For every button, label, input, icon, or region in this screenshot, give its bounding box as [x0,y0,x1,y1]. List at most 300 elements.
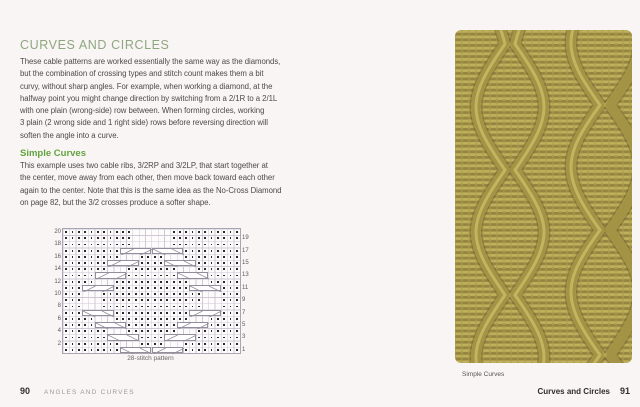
purl-dot [65,287,67,289]
purl-dot [72,237,74,239]
purl-dot [166,268,168,270]
purl-dot [141,256,143,258]
purl-dot [97,262,99,264]
purl-dot [72,268,74,270]
purl-dot [211,330,213,332]
purl-dot [173,244,175,246]
purl-dot [179,281,181,283]
purl-dot [97,330,99,332]
purl-dot [173,237,175,239]
purl-dot [78,268,80,270]
purl-dot [72,244,74,246]
purl-dot [110,343,112,345]
purl-dot [198,262,200,264]
purl-dot [78,287,80,289]
purl-dot [116,306,118,308]
purl-dot [128,306,130,308]
chart-row-number: 3 [242,334,246,341]
purl-dot [103,256,105,258]
cable-3-2-LP-symbol [177,272,209,278]
purl-dot [65,312,67,314]
purl-dot [160,281,162,283]
purl-dot [185,299,187,301]
purl-dot [160,312,162,314]
purl-dot [65,337,67,339]
purl-dot [78,231,80,233]
purl-dot [223,343,225,345]
cable-3-2-LP-symbol [82,310,114,316]
purl-dot [122,306,124,308]
purl-dot [103,231,105,233]
purl-dot [128,275,130,277]
purl-dot [128,312,130,314]
purl-dot [128,268,130,270]
purl-dot [135,268,137,270]
purl-dot [116,293,118,295]
purl-dot [230,337,232,339]
purl-dot [211,237,213,239]
purl-dot [166,312,168,314]
purl-dot [179,293,181,295]
purl-dot [236,306,238,308]
purl-dot [97,256,99,258]
purl-dot [147,268,149,270]
purl-dot [78,337,80,339]
purl-dot [141,337,143,339]
purl-dot [122,281,124,283]
purl-dot [147,343,149,345]
purl-dot [173,306,175,308]
purl-dot [65,299,67,301]
cable-3-2-RP-symbol [95,272,127,278]
purl-dot [91,268,93,270]
purl-dot [84,337,86,339]
cable-3-2-LP-symbol [107,334,139,340]
purl-dot [236,268,238,270]
purl-dot [192,244,194,246]
purl-dot [72,306,74,308]
purl-dot [230,287,232,289]
purl-dot [211,324,213,326]
purl-dot [78,262,80,264]
purl-dot [135,299,137,301]
chart-row-number: 6 [57,315,61,322]
purl-dot [154,293,156,295]
purl-dot [211,262,213,264]
purl-dot [185,287,187,289]
purl-dot [230,231,232,233]
purl-dot [230,237,232,239]
purl-dot [198,299,200,301]
purl-dot [103,343,105,345]
purl-dot [217,337,219,339]
purl-dot [236,318,238,320]
purl-dot [147,281,149,283]
purl-dot [116,237,118,239]
purl-dot [223,318,225,320]
purl-dot [211,349,213,351]
purl-dot [198,244,200,246]
cable-3-2-LP-symbol [95,322,127,328]
purl-dot [211,337,213,339]
purl-dot [185,281,187,283]
purl-dot [91,281,93,283]
purl-dot [103,244,105,246]
purl-dot [198,337,200,339]
purl-dot [141,287,143,289]
knitted-swatch-photo [455,30,632,363]
purl-dot [65,330,67,332]
purl-dot [135,330,137,332]
purl-dot [154,330,156,332]
purl-dot [173,287,175,289]
purl-dot [84,268,86,270]
purl-dot [223,330,225,332]
purl-dot [110,244,112,246]
purl-dot [91,275,93,277]
purl-dot [141,299,143,301]
purl-dot [204,256,206,258]
purl-dot [78,256,80,258]
purl-dot [78,349,80,351]
chart-row-number: 14 [54,266,61,273]
purl-dot [198,343,200,345]
purl-dot [173,293,175,295]
purl-dot [116,299,118,301]
purl-dot [116,287,118,289]
purl-dot [217,268,219,270]
purl-dot [185,244,187,246]
chart-row-number: 12 [54,278,61,285]
purl-dot [223,287,225,289]
purl-dot [65,281,67,283]
purl-dot [135,324,137,326]
chart-row-number: 5 [242,322,246,328]
purl-dot [72,275,74,277]
purl-dot [160,343,162,345]
chart-row-number: 1 [242,346,246,353]
purl-dot [147,262,149,264]
purl-dot [179,318,181,320]
purl-dot [198,268,200,270]
purl-dot [116,349,118,351]
purl-dot [72,250,74,252]
purl-dot [135,318,137,320]
purl-dot [236,343,238,345]
purl-dot [65,231,67,233]
purl-dot [198,349,200,351]
purl-dot [173,275,175,277]
purl-dot [236,330,238,332]
purl-dot [160,324,162,326]
purl-dot [84,330,86,332]
purl-dot [230,330,232,332]
purl-dot [154,275,156,277]
purl-dot [166,318,168,320]
purl-dot [223,250,225,252]
purl-dot [204,244,206,246]
purl-dot [84,250,86,252]
purl-dot [147,287,149,289]
purl-dot [230,256,232,258]
purl-dot [154,318,156,320]
purl-dot [198,250,200,252]
purl-dot [84,318,86,320]
purl-dot [230,262,232,264]
purl-dot [154,262,156,264]
purl-dot [160,262,162,264]
purl-dot [103,237,105,239]
purl-dot [185,250,187,252]
left-page-number: 90 [20,386,31,396]
purl-dot [65,237,67,239]
purl-dot [154,268,156,270]
purl-dot [154,337,156,339]
chart-row-number: 16 [54,253,61,260]
purl-dot [128,324,130,326]
purl-dot [135,293,137,295]
purl-dot [236,324,238,326]
purl-dot [198,293,200,295]
purl-dot [135,287,137,289]
purl-dot [78,330,80,332]
purl-dot [230,312,232,314]
chart-row-number: 8 [57,303,61,310]
purl-dot [84,343,86,345]
purl-dot [72,318,74,320]
purl-dot [128,330,130,332]
purl-dot [122,312,124,314]
purl-dot [185,293,187,295]
purl-dot [204,231,206,233]
purl-dot [72,324,74,326]
purl-dot [84,324,86,326]
purl-dot [110,250,112,252]
chart-row-number: 10 [54,291,61,297]
purl-dot [173,268,175,270]
purl-dot [91,244,93,246]
purl-dot [179,306,181,308]
left-footer-section: ANGLES AND CURVES [44,389,135,396]
purl-dot [135,281,137,283]
purl-dot [166,324,168,326]
purl-dot [160,268,162,270]
purl-dot [84,275,86,277]
purl-dot [147,275,149,277]
purl-dot [110,349,112,351]
section-subhead: Simple Curves [20,148,86,159]
purl-dot [78,312,80,314]
purl-dot [135,275,137,277]
purl-dot [204,250,206,252]
purl-dot [154,306,156,308]
purl-dot [173,231,175,233]
purl-dot [141,330,143,332]
purl-dot [91,349,93,351]
chart-row-number: 18 [54,241,61,248]
purl-dot [179,312,181,314]
purl-dot [217,237,219,239]
purl-dot [154,312,156,314]
purl-dot [84,244,86,246]
purl-dot [236,281,238,283]
cable-3-2-RP-symbol [107,260,139,266]
purl-dot [192,293,194,295]
purl-dot [166,281,168,283]
purl-dot [173,324,175,326]
purl-dot [173,318,175,320]
cable-3-2-LP-symbol [120,347,152,353]
left-footer [20,381,135,399]
purl-dot [147,337,149,339]
purl-dot [230,343,232,345]
purl-dot [223,275,225,277]
purl-dot [141,306,143,308]
purl-dot [91,250,93,252]
purl-dot [65,268,67,270]
right-footer-section: Curves and Circles [537,387,610,396]
purl-dot [236,337,238,339]
purl-dot [122,293,124,295]
purl-dot [78,250,80,252]
purl-dot [91,343,93,345]
purl-dot [65,318,67,320]
purl-dot [166,275,168,277]
purl-dot [230,244,232,246]
cable-3-2-LP-symbol [164,260,196,266]
purl-dot [154,287,156,289]
purl-dot [154,343,156,345]
purl-dot [236,299,238,301]
purl-dot [65,275,67,277]
purl-dot [217,330,219,332]
purl-dot [97,343,99,345]
purl-dot [211,250,213,252]
purl-dot [91,256,93,258]
purl-dot [78,306,80,308]
purl-dot [122,287,124,289]
purl-dot [147,306,149,308]
purl-dot [204,237,206,239]
purl-dot [116,343,118,345]
purl-dot [198,237,200,239]
purl-dot [173,330,175,332]
purl-dot [91,324,93,326]
purl-dot [65,262,67,264]
chart-row-number: 20 [54,229,61,235]
purl-dot [179,231,181,233]
purl-dot [185,312,187,314]
purl-dot [217,275,219,277]
purl-dot [185,349,187,351]
chart-row-number: 19 [242,235,249,242]
purl-dot [78,293,80,295]
purl-dot [230,275,232,277]
purl-dot [192,349,194,351]
purl-dot [116,281,118,283]
purl-dot [141,343,143,345]
purl-dot [179,237,181,239]
purl-dot [166,293,168,295]
purl-dot [128,244,130,246]
purl-dot [160,330,162,332]
purl-dot [78,275,80,277]
purl-dot [84,237,86,239]
purl-dot [103,306,105,308]
purl-dot [211,275,213,277]
chart-row-number: 11 [242,284,249,291]
purl-dot [78,299,80,301]
purl-dot [65,343,67,345]
purl-dot [141,262,143,264]
purl-dot [217,250,219,252]
purl-dot [78,324,80,326]
purl-dot [72,256,74,258]
purl-dot [204,262,206,264]
purl-dot [147,312,149,314]
purl-dot [223,299,225,301]
purl-dot [223,256,225,258]
chart-row-number: 7 [242,309,246,316]
purl-dot [236,275,238,277]
purl-dot [230,250,232,252]
purl-dot [223,349,225,351]
purl-dot [103,250,105,252]
purl-dot [97,337,99,339]
purl-dot [110,293,112,295]
purl-dot [230,299,232,301]
purl-dot [147,324,149,326]
purl-dot [65,306,67,308]
purl-dot [97,237,99,239]
purl-dot [91,231,93,233]
purl-dot [223,244,225,246]
purl-dot [185,256,187,258]
purl-dot [192,343,194,345]
purl-dot [128,318,130,320]
purl-dot [192,231,194,233]
purl-dot [192,299,194,301]
purl-dot [236,250,238,252]
purl-dot [65,250,67,252]
purl-dot [192,306,194,308]
purl-dot [84,281,86,283]
purl-dot [185,306,187,308]
purl-dot [211,318,213,320]
purl-dot [223,337,225,339]
cable-3-2-RP-symbol [120,248,152,254]
purl-dot [72,330,74,332]
purl-dot [192,256,194,258]
cable-3-2-RP-symbol [152,347,184,353]
purl-dot [230,324,232,326]
purl-dot [160,287,162,289]
purl-dot [116,312,118,314]
purl-dot [147,318,149,320]
purl-dot [223,324,225,326]
purl-dot [236,349,238,351]
chart-row-number: 2 [57,340,61,347]
purl-dot [147,299,149,301]
purl-dot [211,256,213,258]
purl-dot [128,231,130,233]
knitting-chart-grid [54,228,249,354]
purl-dot [160,318,162,320]
purl-dot [230,306,232,308]
purl-dot [230,349,232,351]
purl-dot [154,324,156,326]
purl-dot [116,250,118,252]
